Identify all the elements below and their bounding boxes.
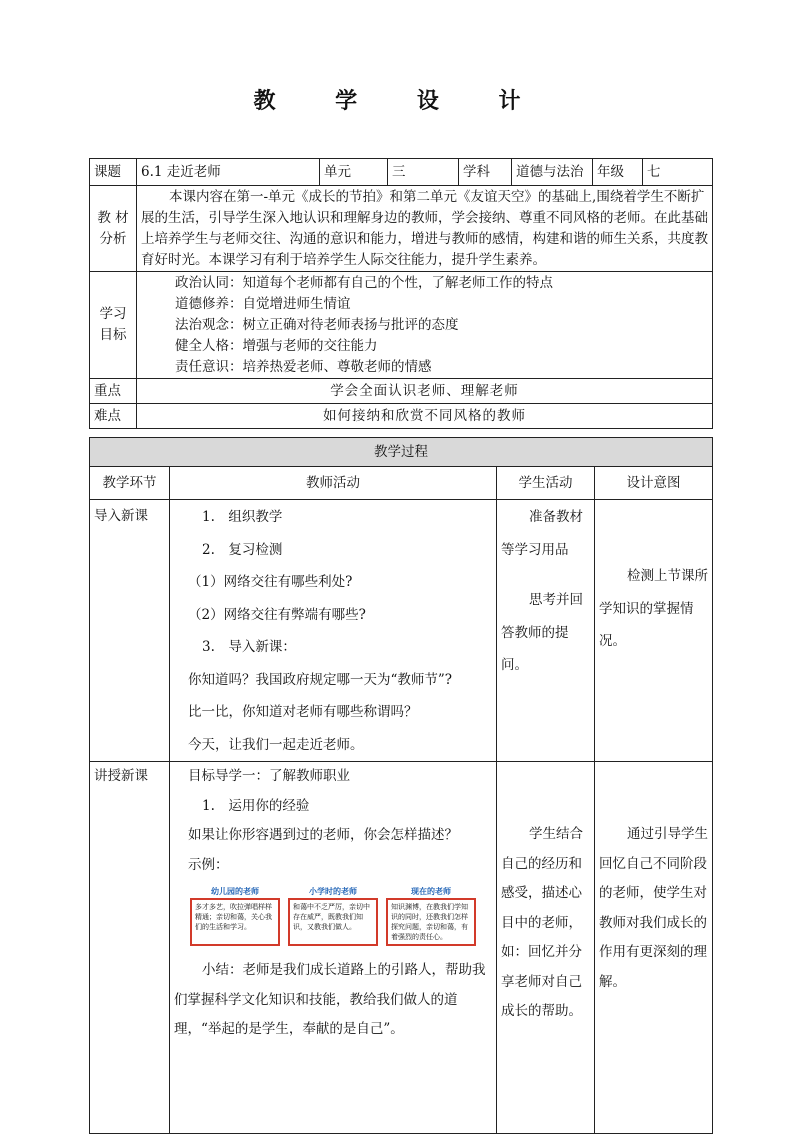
card-title: 幼儿园的老师 xyxy=(211,887,259,896)
intro-student xyxy=(497,500,595,762)
analysis-label xyxy=(90,186,137,272)
card-title: 现在的老师 xyxy=(411,887,451,896)
analysis-text xyxy=(137,186,713,272)
goal-item: 健全人格：增强与老师的交往能力 xyxy=(175,337,378,354)
example-card xyxy=(288,886,378,946)
intro-intent xyxy=(595,500,713,762)
lecture-line: 如果让你形容遇到过的老师，你会怎样描述？ xyxy=(188,827,458,843)
intro-teacher xyxy=(170,500,497,762)
intro-line: 1. 组织教学 xyxy=(202,509,283,525)
goal-item: 政治认同：知道每个老师都有自己的个性，了解老师工作的特点 xyxy=(175,274,553,291)
lecture-teacher xyxy=(170,762,497,1134)
intro-line: 你知道吗？我国政府规定哪一天为“教师节”? xyxy=(188,671,453,688)
card-text: 多才多艺，吹拉弹唱样样精通；亲切和蔼，关心我们的生活和学习。 xyxy=(190,898,280,946)
intro-line: （2）网络交往有弊端有哪些? xyxy=(188,606,366,623)
goal-item: 法治观念：树立正确对待老师表扬与批评的态度 xyxy=(175,316,459,333)
card-text: 知识渊博，在教我们学知识的同时，还教我们怎样探究问题，亲切和蔼，有着强烈的责任心。 xyxy=(386,898,476,946)
intro-line: 3. 导入新课： xyxy=(202,639,296,655)
intro-line: 比一比，你知道对老师有哪些称谓吗？ xyxy=(188,704,418,720)
topic-value: 6.1 走近老师 xyxy=(137,159,320,186)
intro-intent-text: 检测上节课所学知识的掌握情况。 xyxy=(599,568,708,649)
unit-label: 单元 xyxy=(320,159,388,186)
grade-label: 年级 xyxy=(593,159,643,186)
analysis-label-a: 教 材 xyxy=(97,209,129,226)
col-stage: 教学环节 xyxy=(90,467,170,500)
lecture-stage: 讲授新课 xyxy=(90,762,170,1134)
card-text: 和蔼中不乏严厉，亲切中存在威严，既教我们知识，又教我们做人。 xyxy=(288,898,378,946)
lecture-student xyxy=(497,762,595,1134)
analysis-label-b: 分析 xyxy=(99,230,127,247)
col-intent: 设计意图 xyxy=(595,467,713,500)
lecture-summary: 小结：老师是我们成长道路上的引路人，帮助我们掌握科学文化知识和技能，教给我们做人的道理，“举起的是学生，奉献的是自己”。 xyxy=(174,962,486,1037)
intro-student-b: 思考并回答教师的提问。 xyxy=(501,592,583,673)
process-header: 教学过程 xyxy=(90,438,713,467)
intro-line: 今天，让我们一起走近老师。 xyxy=(188,736,364,753)
analysis-paragraph: 本课内容在第一-单元《成长的节拍》和第二单元《友谊天空》的基础上,围绕着学生不断扩展的生活，引导学生深入地认识和理解身边的教师，学会接纳、尊重不同风格的老师。在此基础上培养学生与老师交往、沟通的意识和能力，增进与教师的感情，构建和谐的师生关系，共度教育好时光。本课学习有利于培养学生人际交往能力，提升学生素养。 xyxy=(141,188,708,268)
lecture-line: 示例： xyxy=(188,856,229,873)
lecture-intent-text: 通过引导学生回忆自己不同阶段的老师，使学生对教师对我们成长的作用有更深刻的理解。 xyxy=(599,826,708,990)
key-label: 重点 xyxy=(90,379,137,404)
topic-label: 课题 xyxy=(90,159,137,186)
goals-label-b: 目标 xyxy=(99,327,127,343)
subject-label: 学科 xyxy=(459,159,512,186)
example-card xyxy=(386,886,476,946)
col-student: 学生活动 xyxy=(497,467,595,500)
key-text: 学会全面认识老师、理解老师 xyxy=(137,379,713,404)
intro-stage: 导入新课 xyxy=(90,500,170,762)
lecture-line: 1. 运用你的经验 xyxy=(202,797,310,814)
intro-student-a: 准备教材等学习用品 xyxy=(501,509,583,558)
example-card xyxy=(190,886,280,946)
difficulty-label: 难点 xyxy=(90,404,137,429)
intro-line: （1）网络交往有哪些利处? xyxy=(188,574,353,590)
lecture-line: 目标导学一：了解教师职业 xyxy=(188,768,350,784)
goal-item: 责任意识：培养热爱老师、尊敬老师的情感 xyxy=(175,358,432,375)
card-title: 小学时的老师 xyxy=(309,887,357,896)
grade-value: 七 xyxy=(643,159,713,186)
example-cards xyxy=(190,886,492,946)
lecture-intent xyxy=(595,762,713,1134)
goals-label-a: 学习 xyxy=(99,306,127,322)
difficulty-text: 如何接纳和欣赏不同风格的教师 xyxy=(137,404,713,429)
col-teacher: 教师活动 xyxy=(170,467,497,500)
goal-item: 道德修养：自觉增进师生情谊 xyxy=(175,295,351,312)
goals-label xyxy=(90,272,137,379)
info-table xyxy=(89,158,713,429)
goals-list xyxy=(137,272,713,379)
unit-value: 三 xyxy=(388,159,459,186)
subject-value: 道德与法治 xyxy=(512,159,593,186)
intro-line: 2. 复习检测 xyxy=(202,541,283,558)
page-title: 教 学 设 计 xyxy=(253,88,547,114)
lecture-student-text: 学生结合自己的经历和感受，描述心目中的老师，如：回忆并分享老师对自己成长的帮助。 xyxy=(501,826,583,1019)
process-table xyxy=(89,437,713,1134)
